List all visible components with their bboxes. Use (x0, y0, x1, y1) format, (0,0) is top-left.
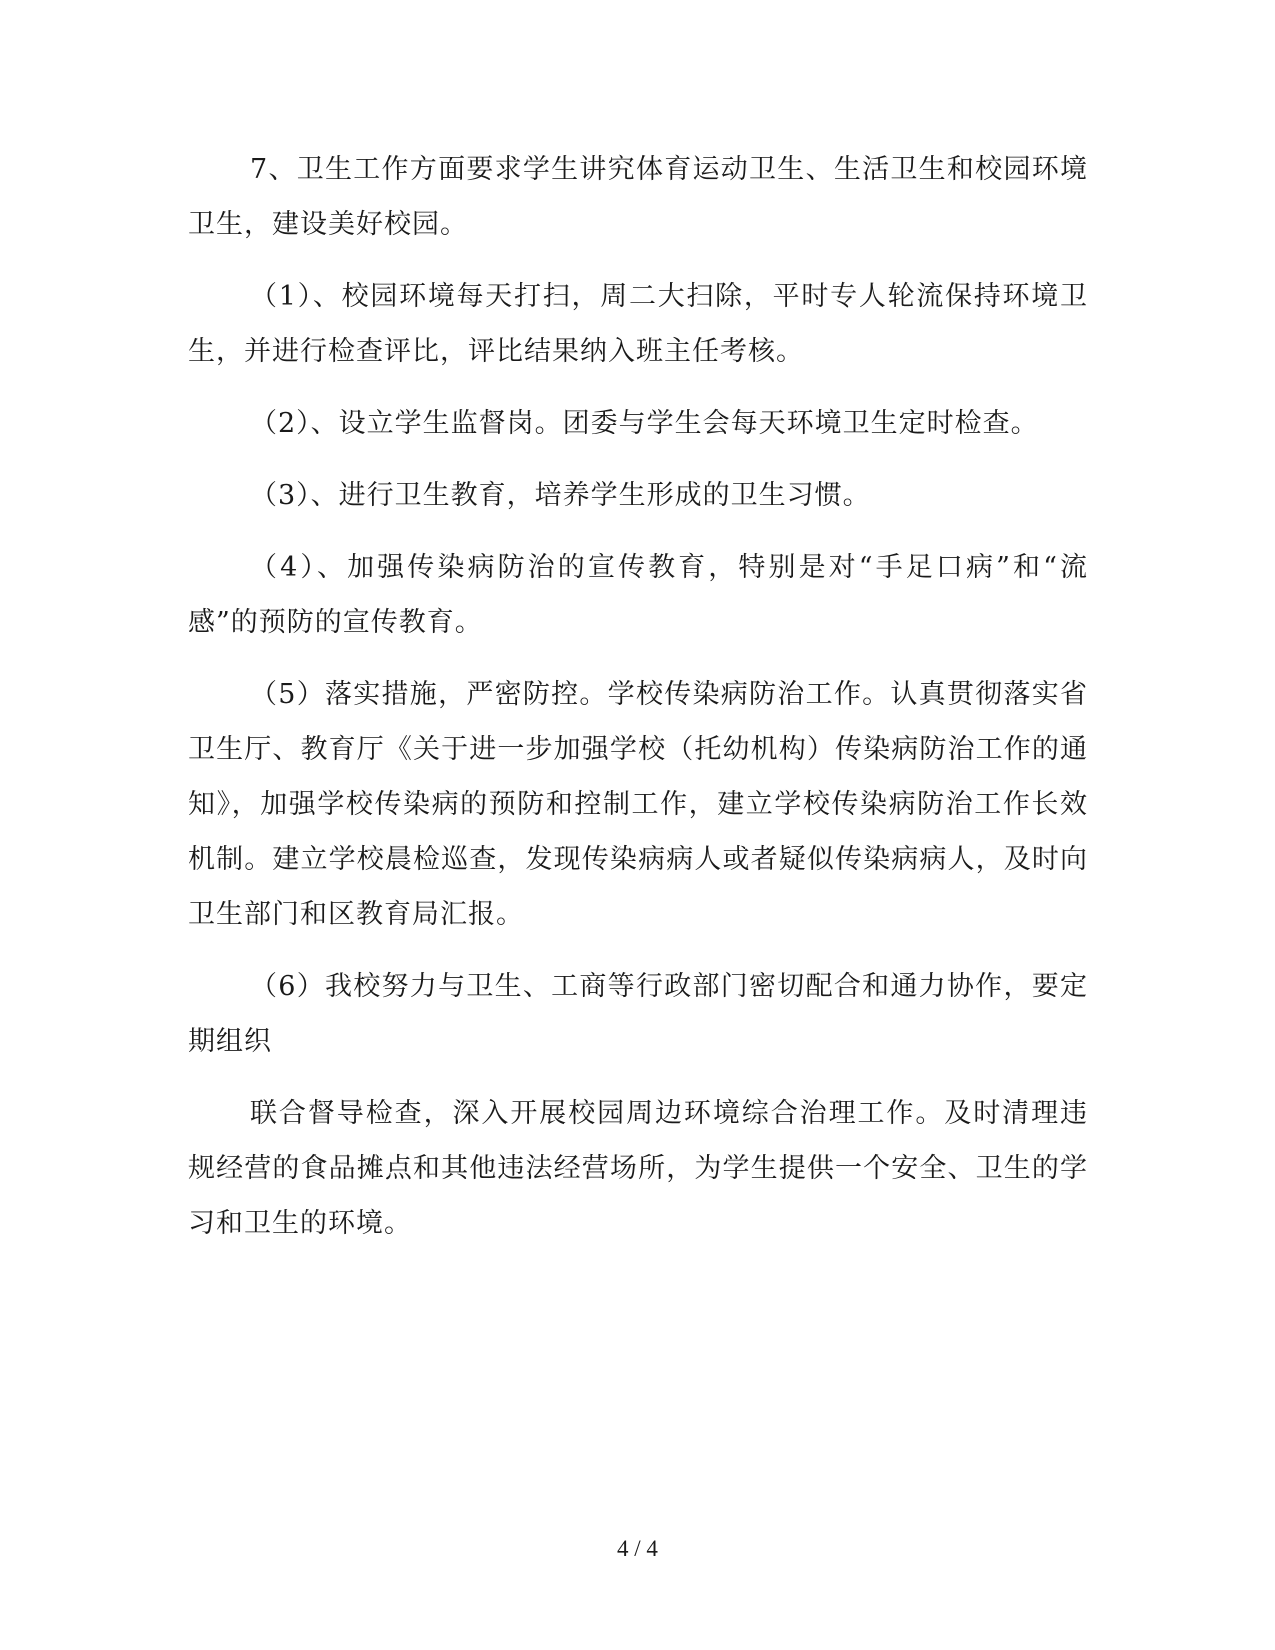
paragraph-hygiene-requirements: 7、卫生工作方面要求学生讲究体育运动卫生、生活卫生和校园环境卫生，建设美好校园。 (188, 154, 1088, 240)
paragraph-item-3-education: （3）、进行卫生教育，培养学生形成的卫生习惯。 (250, 480, 871, 511)
paragraph-item-2-supervision: （2）、设立学生监督岗。团委与学生会每天环境卫生定时检查。 (250, 408, 1039, 439)
paragraph-item-4-disease-publicity: （4）、加强传染病防治的宣传教育，特别是对“手足口病”和“流感”的预防的宣传教育。 (188, 552, 1088, 638)
paragraph-item-6-cooperation: （6）我校努力与卫生、工商等行政部门密切配合和通力协作，要定期组织 (188, 971, 1088, 1057)
paragraph-item-5-prevention: （5）落实措施，严密防控。学校传染病防治工作。认真贯彻落实省卫生厅、教育厅《关于进一步加强学校（托幼机构）传染病防治工作的通知》，加强学校传染病的预防和控制工作，建立学校传染病防治工作长效机制。建立学校晨检巡查，发现传染病病人或者疑似传染病病人，及时向卫生部门和区教育局汇报。 (188, 679, 1088, 930)
document-body (188, 142, 1088, 1268)
page-number: 4 / 4 (617, 1536, 658, 1561)
paragraph-joint-inspection: 联合督导检查，深入开展校园周边环境综合治理工作。及时清理违规经营的食品摊点和其他违法经营场所，为学生提供一个安全、卫生的学习和卫生的环境。 (188, 1098, 1088, 1239)
paragraph-item-1-cleaning: （1）、校园环境每天打扫，周二大扫除，平时专人轮流保持环境卫生，并进行检查评比，评比结果纳入班主任考核。 (188, 281, 1088, 367)
